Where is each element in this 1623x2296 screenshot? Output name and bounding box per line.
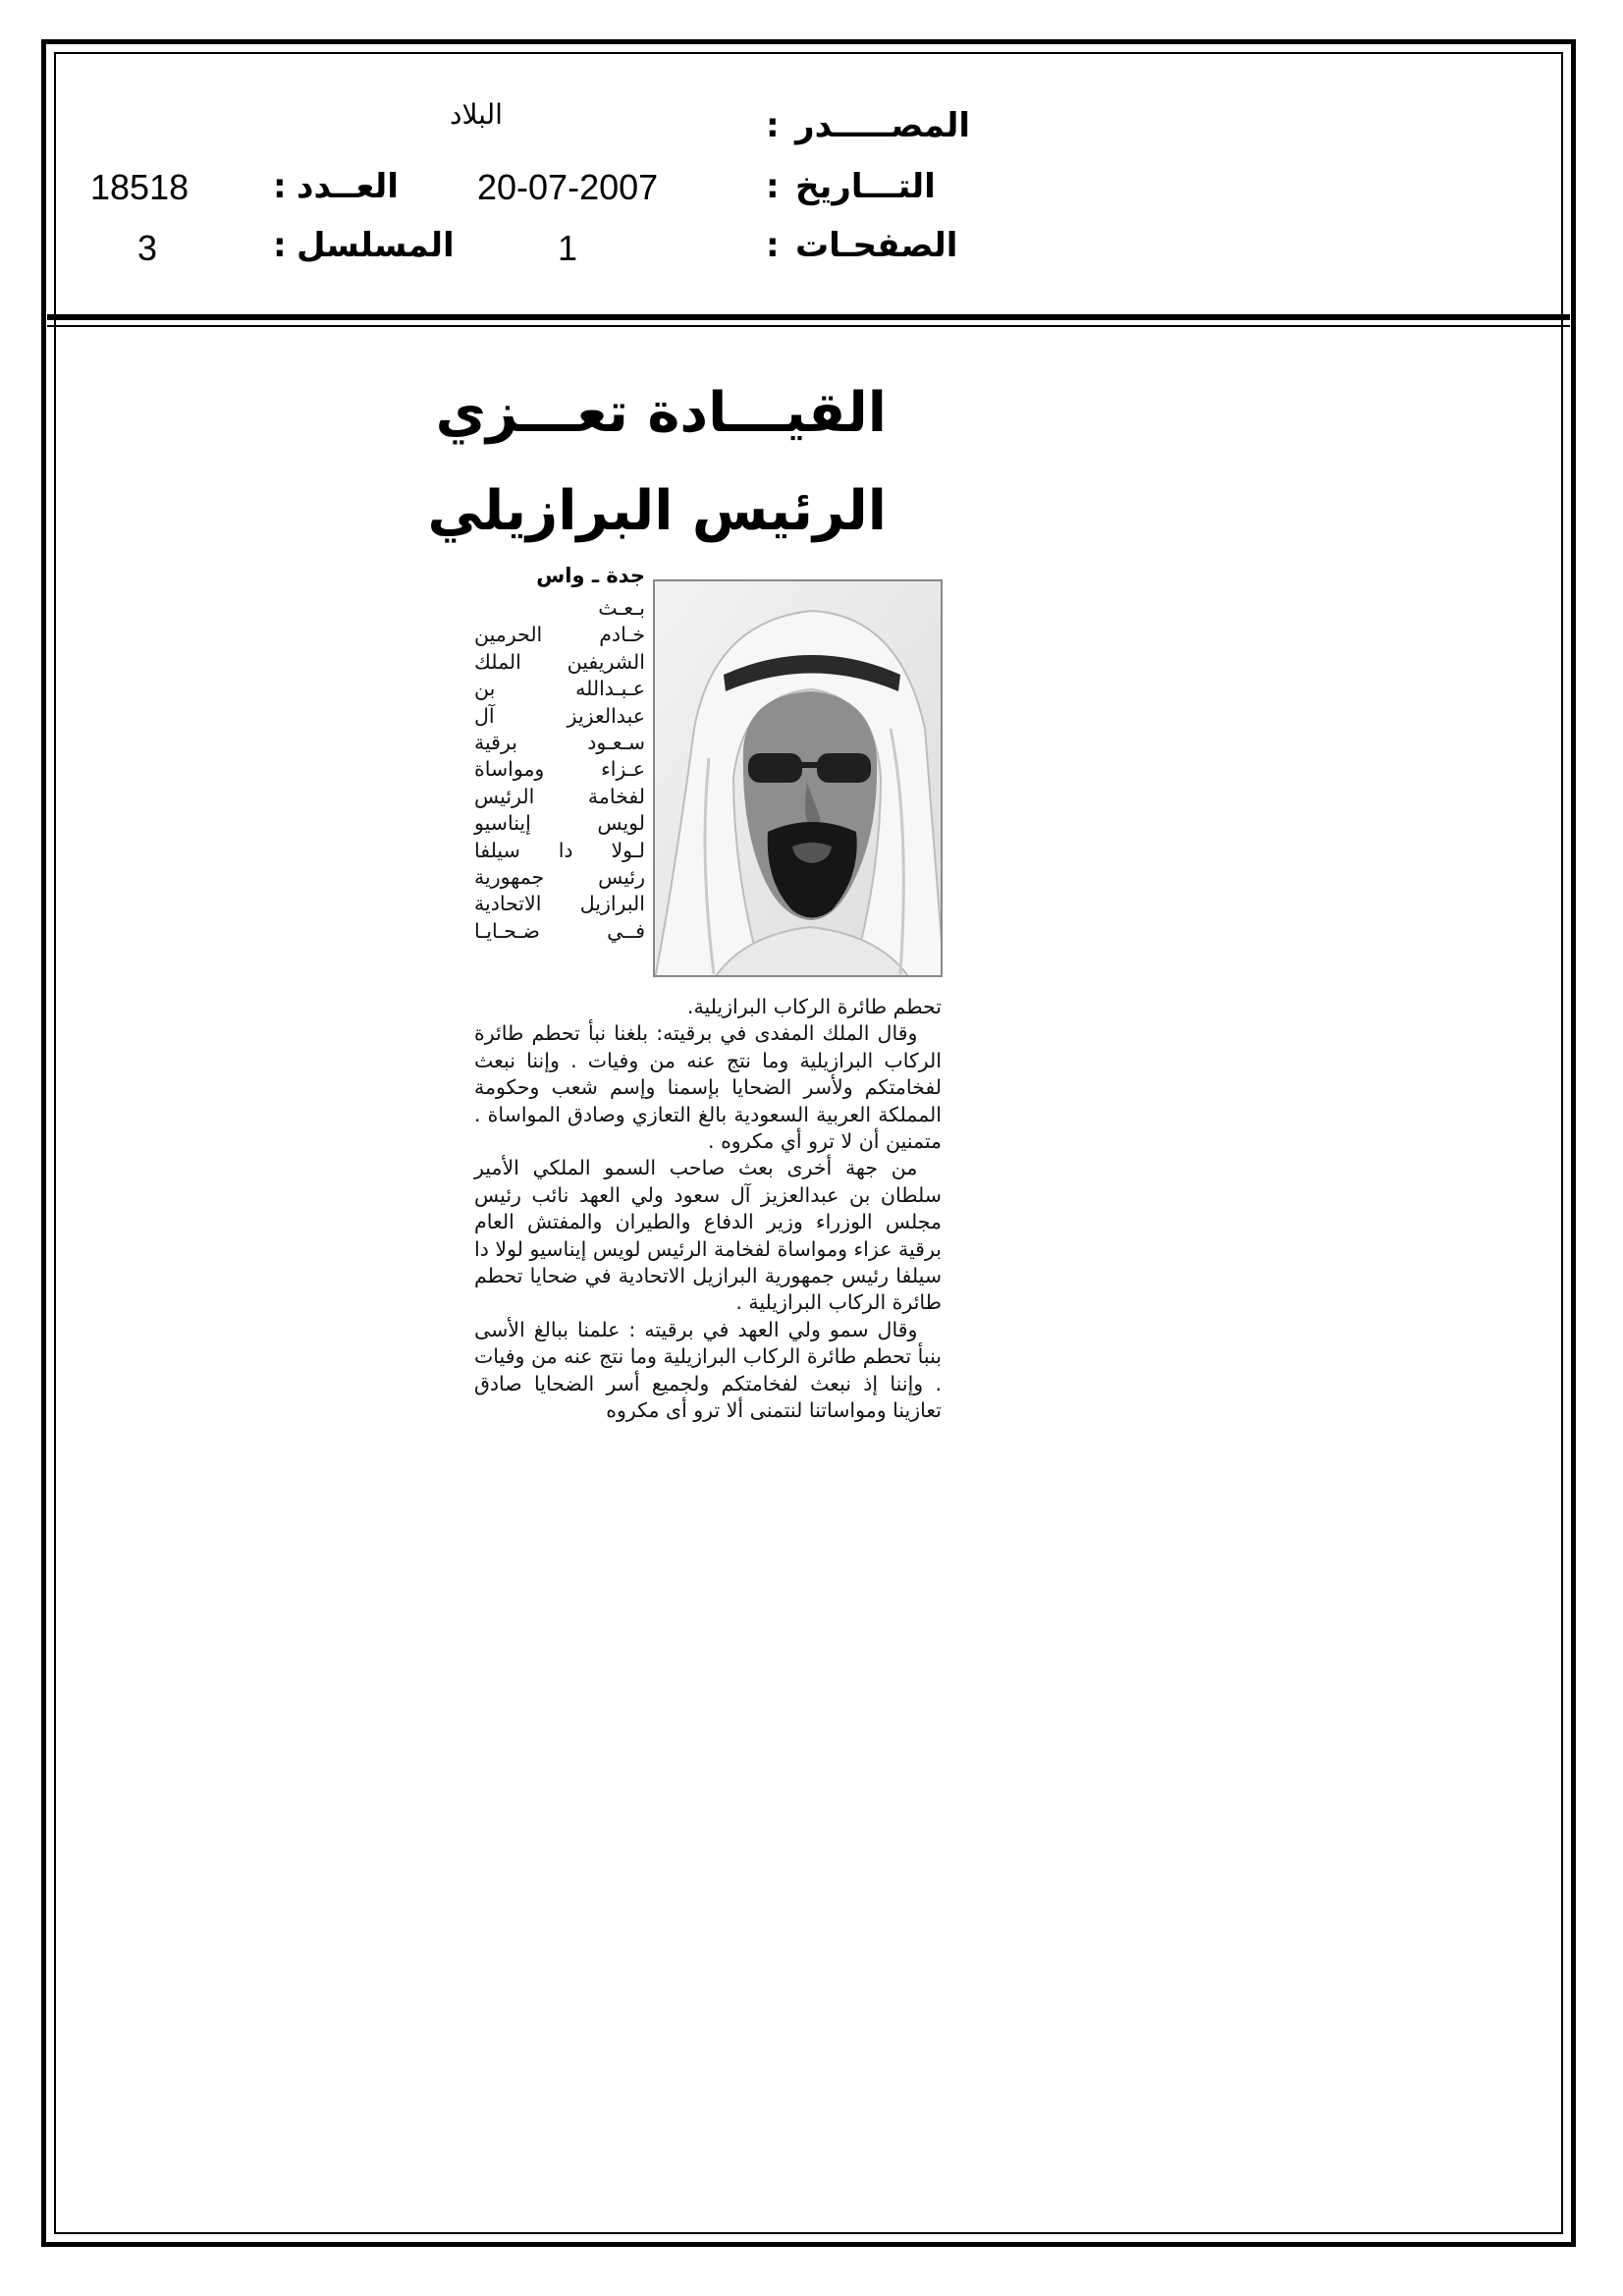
source-label: المصـــــدر — [795, 106, 971, 145]
portrait-image — [655, 581, 943, 977]
narrow-column-line: خـادم الحرمين — [474, 623, 645, 647]
header-divider-thin — [47, 325, 1570, 327]
serial-colon: : — [273, 226, 287, 265]
serial-value: 3 — [137, 228, 158, 268]
narrow-column-line: عـبـدالله بن — [474, 677, 645, 701]
narrow-column-line: لويس إيناسيو — [474, 811, 645, 836]
narrow-column-line: بـعـث — [598, 596, 645, 620]
serial-label: المسلسل — [297, 226, 455, 265]
paragraph-1: تحطم طائرة الركاب البرازيلية. — [686, 995, 942, 1018]
headline-line-1: القيـــادة تعـــزي — [435, 381, 887, 445]
pages-label: الصفحـات — [795, 226, 958, 265]
issue-label: العــدد — [297, 167, 399, 206]
narrow-column-line: الشريفين الملك — [474, 649, 645, 674]
narrow-column-line: عبدالعزيز آل — [474, 703, 645, 728]
narrow-column-line: فــي ضـحـايـا — [474, 918, 645, 943]
pages-colon: : — [766, 226, 780, 265]
date-value: 20-07-2007 — [477, 167, 659, 207]
narrow-column-line: لـولا دا سيلفا — [474, 838, 645, 862]
narrow-column — [474, 595, 645, 945]
paragraph-2: وقال الملك المفدى في برقيته: بلغنا نبأ تحطم طائرة الركاب البرازيلية وما نتج عنه من وفيات . وإننا نبعث لفخامتكم ولأسر الضحايا بإسمنا وإسم شعب وحكومة المملكة العربية السعودية بالغ التعازي وصادق المواساة . متمنين أن لا ترو أي مكروه . — [474, 1021, 942, 1154]
issue-value: 18518 — [90, 167, 189, 207]
paragraph-3: من جهة أخرى بعث صاحب السمو الملكي الأمير سلطان بن عبدالعزيز آل سعود ولي العهد نائب رئيس مجلس الوزراء وزير الدفاع والطيران والمفتش العام برقية عزاء ومواساة لفخامة الرئيس لويس إيناسيو لولا دا سيلفا رئيس جمهورية البرازيل الاتحادية في ضحايا تحطم طائرة الركاب البرازيلية . — [474, 1156, 942, 1315]
pages-value: 1 — [558, 228, 578, 268]
article-photo — [653, 579, 943, 977]
narrow-column-line: رئيس جمهورية — [474, 865, 645, 890]
wide-column — [474, 994, 942, 1425]
dateline: جدة ـ واس — [536, 564, 645, 587]
date-colon: : — [766, 167, 780, 206]
narrow-column-line: عـزاء ومواساة — [474, 757, 645, 782]
date-label: التـــاريخ — [795, 167, 936, 206]
narrow-column-line: لفخامة الرئيس — [474, 784, 645, 808]
narrow-column-line: البرازيل الاتحادية — [474, 892, 645, 916]
narrow-column-line: سـعـود برقية — [474, 731, 645, 755]
issue-colon: : — [273, 167, 287, 206]
source-colon: : — [766, 106, 780, 145]
paragraph-4: وقال سمو ولي العهد في برقيته : علمنا ببالغ الأسى بنبأ تحطم طائرة الركاب البرازيلية وما نتج عنه من وفيات . وإننا إذ نبعث لفخامتكم ولجميع أسر الضحايا صادق تعازينا ومواساتنا لنتمنى ألا ترو أى مكروه — [474, 1317, 942, 1423]
source-value: البلاد — [450, 98, 503, 131]
headline-line-2: الرئيس البرازيلي — [427, 479, 887, 543]
header-divider-thick — [47, 314, 1570, 320]
